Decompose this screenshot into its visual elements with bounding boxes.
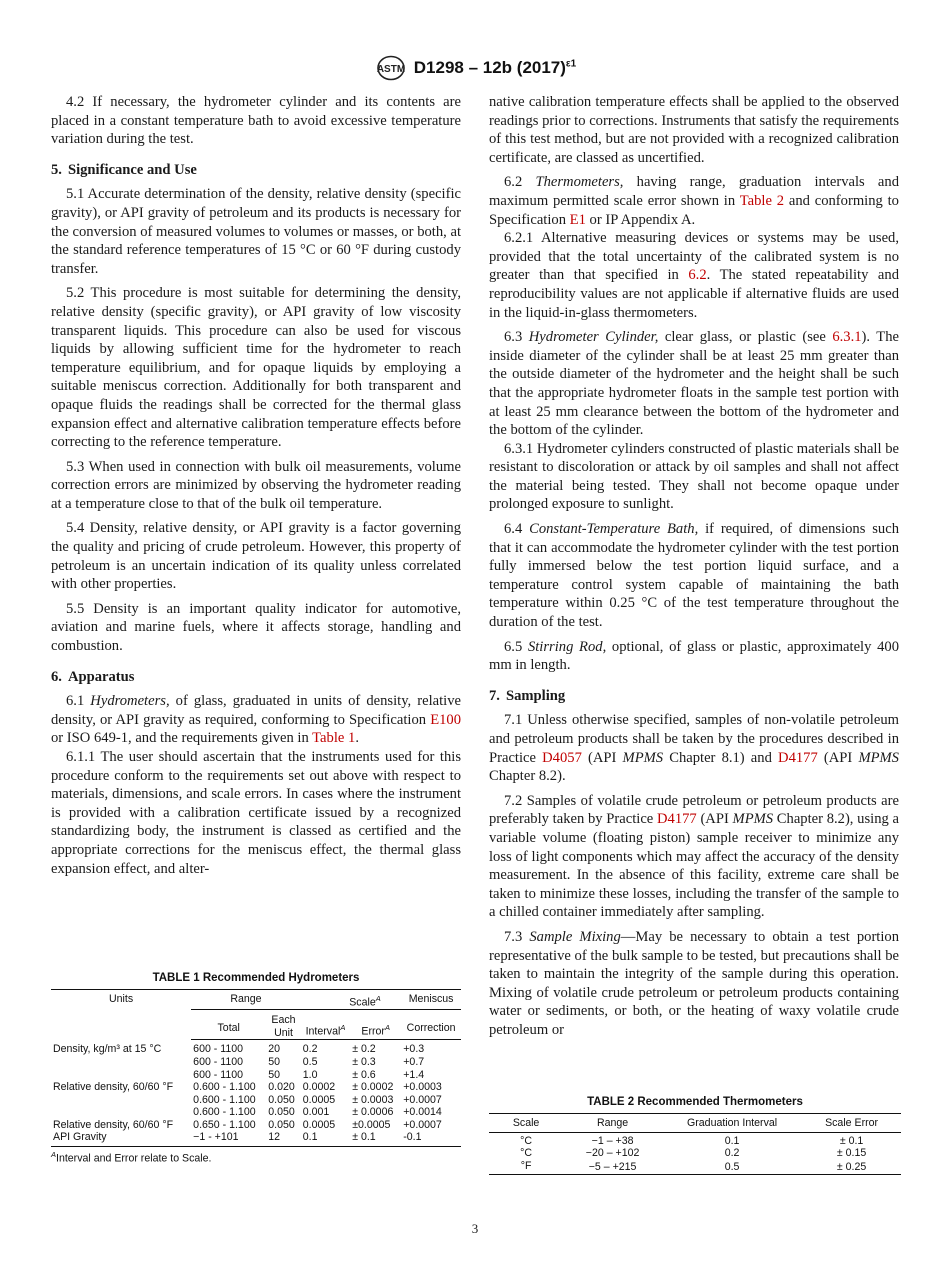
table-row: °F −5 – +215 0.5 ± 0.25: [489, 1160, 901, 1175]
table-row: 600 - 1100 50 1.0 ± 0.6 +1.4: [193, 1068, 425, 1081]
paragraph-6-3-1: 6.3.1 Hydrometer cylinders constructed of plastic materials shall be resistant to discoloration or attack by oil samples and shall not affect the material being tested. They shall not become opaque under prolonged exposure to sunlight.: [489, 440, 899, 513]
table-1: [51, 989, 461, 1147]
table-2: [489, 1113, 901, 1175]
link-d4177[interactable]: D4177: [778, 749, 818, 766]
paragraph-6-2: 6.2 Thermometers, having range, graduation intervals and maximum permitted scale error shown in Table 2 and conforming to Specification E1 or IP Appendix A.: [489, 174, 899, 228]
link-table-1[interactable]: Table 1: [312, 730, 356, 747]
header-range: Range: [230, 993, 262, 1005]
table-row: Relative density, 60/60 °F 0.600 - 1.100 0.020 0.0002 ± 0.0002 +0.0003: [53, 1081, 442, 1094]
link-e1[interactable]: E1: [569, 211, 586, 228]
paragraph-6-5: 6.5 Stirring Rod, optional, of glass or plastic, approximately 400 mm in length.: [489, 638, 899, 674]
right-column: [489, 93, 899, 1046]
header-units: Units: [109, 993, 134, 1005]
table-1-footnote: $^A$Interval and Error relate to Scale.: [51, 1150, 212, 1165]
astm-logo-icon: [374, 55, 408, 81]
paragraph-6-1-1-continued: native calibration temperature effects shall be applied to the observed readings prior to corrections. Instruments that satisfy the requirements of this test method, but are not provided with a recognized calibration certificate, are classed as uncertified.: [489, 94, 899, 166]
paragraph-6-2-1: 6.2.1 Alternative measuring devices or systems may be used, provided that the total uncertainty of the calibrated system is no greater than that specified in 6.2. The stated repeatability and reproducibility values are not applicable if alternative fluids are used in the liquid-in-glass thermometers.: [489, 230, 900, 321]
table-row: °C −20 – +102 0.2 ± 0.15: [520, 1147, 867, 1160]
section-heading-7: 7. Sampling: [489, 687, 566, 704]
paragraph-5-1: 5.1 Accurate determination of the density, relative density (specific gravity), or API gravity of petroleum and its products is necessary for the conversion of measured volumes to volumes or masses, or both, at the standard reference temperatures of 15 °C or 60 °F during custody transfer.: [51, 186, 461, 277]
link-6-2[interactable]: 6.2: [688, 267, 707, 284]
paragraph-7-3: 7.3 Sample Mixing—May be necessary to obtain a test portion representative of the bulk sample to be tested, but precautions shall be taken to maintain the integrity of the sample during this operation. Mixing of volatile crude petroleum or petroleum products containing water or sediments, or both, or the heating of waxy volatile crude petroleum or: [489, 928, 900, 1038]
header-scale: Scale$^A$: [349, 994, 381, 1009]
page-number: 3: [471, 1221, 479, 1236]
paragraph-5-5: 5.5 Density is an important quality indicator for automotive, aviation and marine fuels, where it affects storage, handling and combustion.: [51, 600, 461, 655]
header-scale-error: Scale Error: [825, 1117, 879, 1129]
paragraph-5-2: 5.2 This procedure is most suitable for determining the density, relative density (specific gravity), or API gravity of low viscosity transparent liquids. This procedure can also be used for viscous liquids by allowing sufficient time for the hydrometer to reach temperature equilibrium, and for opaque liquids by employing a suitable meniscus correction. Additionally for both transparent and opaque fluids the readings shall be corrected for the thermal glass expansion effect and alternative calibration temperature effects before correcting to the reference temperature.: [51, 285, 461, 451]
header-interval: Interval$^A$: [301, 1010, 350, 1040]
table-2-caption: TABLE 2 Recommended Thermometers: [587, 1096, 803, 1108]
header-each-unit: Each Unit: [266, 1010, 300, 1040]
link-6-3-1[interactable]: 6.3.1: [832, 329, 862, 346]
table-row: 0.600 - 1.100 0.050 0.0005 ± 0.0003 +0.0007: [193, 1093, 442, 1106]
epsilon-superscript: ε1: [565, 58, 577, 70]
paragraph-6-1-1: 6.1.1 The user should ascertain that the instruments used for this procedure conform to the requirements set out above with respect to materials, dimensions, and scale errors. In cases where the instrument is provided with a calibration certificate issued by a recognized standardizing body, the instrument is classed as certified and the appropriate corrections for the meniscus effect, the thermal glass expansion effect, and alter-: [51, 749, 461, 877]
paragraph-6-3: 6.3 Hydrometer Cylinder, clear glass, or plastic (see 6.3.1). The inside diameter of the cylinder shall be at least 25 mm greater than the outside diameter of the hydrometer and the height shall be such that the appropriate hydrometer floats in the sample test portion with at least 25 mm clearance between the bottom of the hydrometer and the bottom of the cylinder.: [489, 329, 899, 439]
paragraph-7-2: 7.2 Samples of volatile crude petroleum or petroleum products are preferably taken by Practice D4177 (API MPMS Chapter 8.2), using a variable volume (floating piston) sample receiver to minimize any loss of light components which may affect the accuracy of the density measurement. In the absence of this facility, extreme care shall be taken to minimize these losses, including the transfer of the sample to a chilled container immediately after sampling.: [489, 792, 899, 921]
header-scale: Scale: [512, 1117, 540, 1129]
table-1-recommended-hydrometers: [51, 972, 461, 1165]
table-row: 600 - 1100 50 0.5 ± 0.3 +0.7: [193, 1055, 425, 1068]
table-row: API Gravity −1 - +101 12 0.1 ± 0.1 -0.1: [51, 1131, 461, 1146]
paragraph-6-1: 6.1 Hydrometers, of glass, graduated in units of density, relative density, or API gravity as required, conforming to Specification E100 or ISO 649-1, and the requirements given in Table 1.: [51, 693, 461, 747]
section-heading-6: 6. Apparatus: [51, 668, 135, 685]
header-range: Range: [596, 1117, 629, 1129]
paragraph-5-4: 5.4 Density, relative density, or API gravity is a factor governing the quality and pricing of crude petroleum. However, this property of petroleum is an uncertain indication of its quality unless correlated with other properties.: [51, 520, 461, 593]
link-d4057[interactable]: D4057: [542, 749, 582, 766]
link-e100[interactable]: E100: [430, 711, 461, 728]
left-column: [51, 93, 461, 884]
table-row: Density, kg/m³ at 15 °C 600 - 1100 20 0.2 ± 0.2 +0.3: [51, 1040, 461, 1056]
table-1-caption: TABLE 1 Recommended Hydrometers: [152, 972, 360, 984]
header-error: Error$^A$: [350, 1010, 401, 1040]
svg-text:ASTM: ASTM: [376, 64, 405, 75]
paragraph-5-3: 5.3 When used in connection with bulk oil measurements, volume correction errors are minimized by observing the hydrometer reading at a temperature close to that of the bulk oil temperature.: [51, 458, 461, 512]
paragraph-7-1: 7.1 Unless otherwise specified, samples of non-volatile petroleum and petroleum products shall be taken by the procedures described in Practice D4057 (API MPMS Chapter 8.1) and D4177 (API MPMS Chapter 8.2).: [489, 712, 899, 785]
header-graduation-interval: Graduation Interval: [687, 1117, 778, 1129]
section-heading-5: 5. Significance and Use: [51, 161, 197, 178]
document-designation: D1298 – 12b $(2017)^{\varepsilon 1}$: [413, 58, 577, 77]
table-row: °C −1 – +38 0.1 ± 0.1: [489, 1132, 901, 1147]
table-row: Relative density, 60/60 °F 0.650 - 1.100 0.050 0.0005 ±0.0005 +0.0007: [53, 1118, 442, 1131]
page-header: [0, 55, 950, 81]
link-d4177-2[interactable]: D4177: [657, 811, 697, 828]
link-table-2[interactable]: Table 2: [739, 192, 785, 209]
header-meniscus: Meniscus: [408, 993, 454, 1005]
header-correction: Correction: [401, 1010, 461, 1040]
table-2-recommended-thermometers: [489, 1096, 901, 1175]
table-row: 0.600 - 1.100 0.050 0.001 ± 0.0006 +0.0014: [193, 1106, 442, 1119]
paragraph-4-2: 4.2 If necessary, the hydrometer cylinder and its contents are placed in a constant temperature bath to avoid excessive temperature variation during the test.: [51, 94, 461, 148]
header-total: Total: [191, 1010, 266, 1040]
paragraph-6-4: 6.4 Constant-Temperature Bath, if required, of dimensions such that it can accommodate the hydrometer cylinder with the test portion fully immersed below the test portion liquid surface, and a temperature control system capable of maintaining the bath temperature within 0.25 °C of the test temperature throughout the duration of the test.: [489, 521, 899, 631]
